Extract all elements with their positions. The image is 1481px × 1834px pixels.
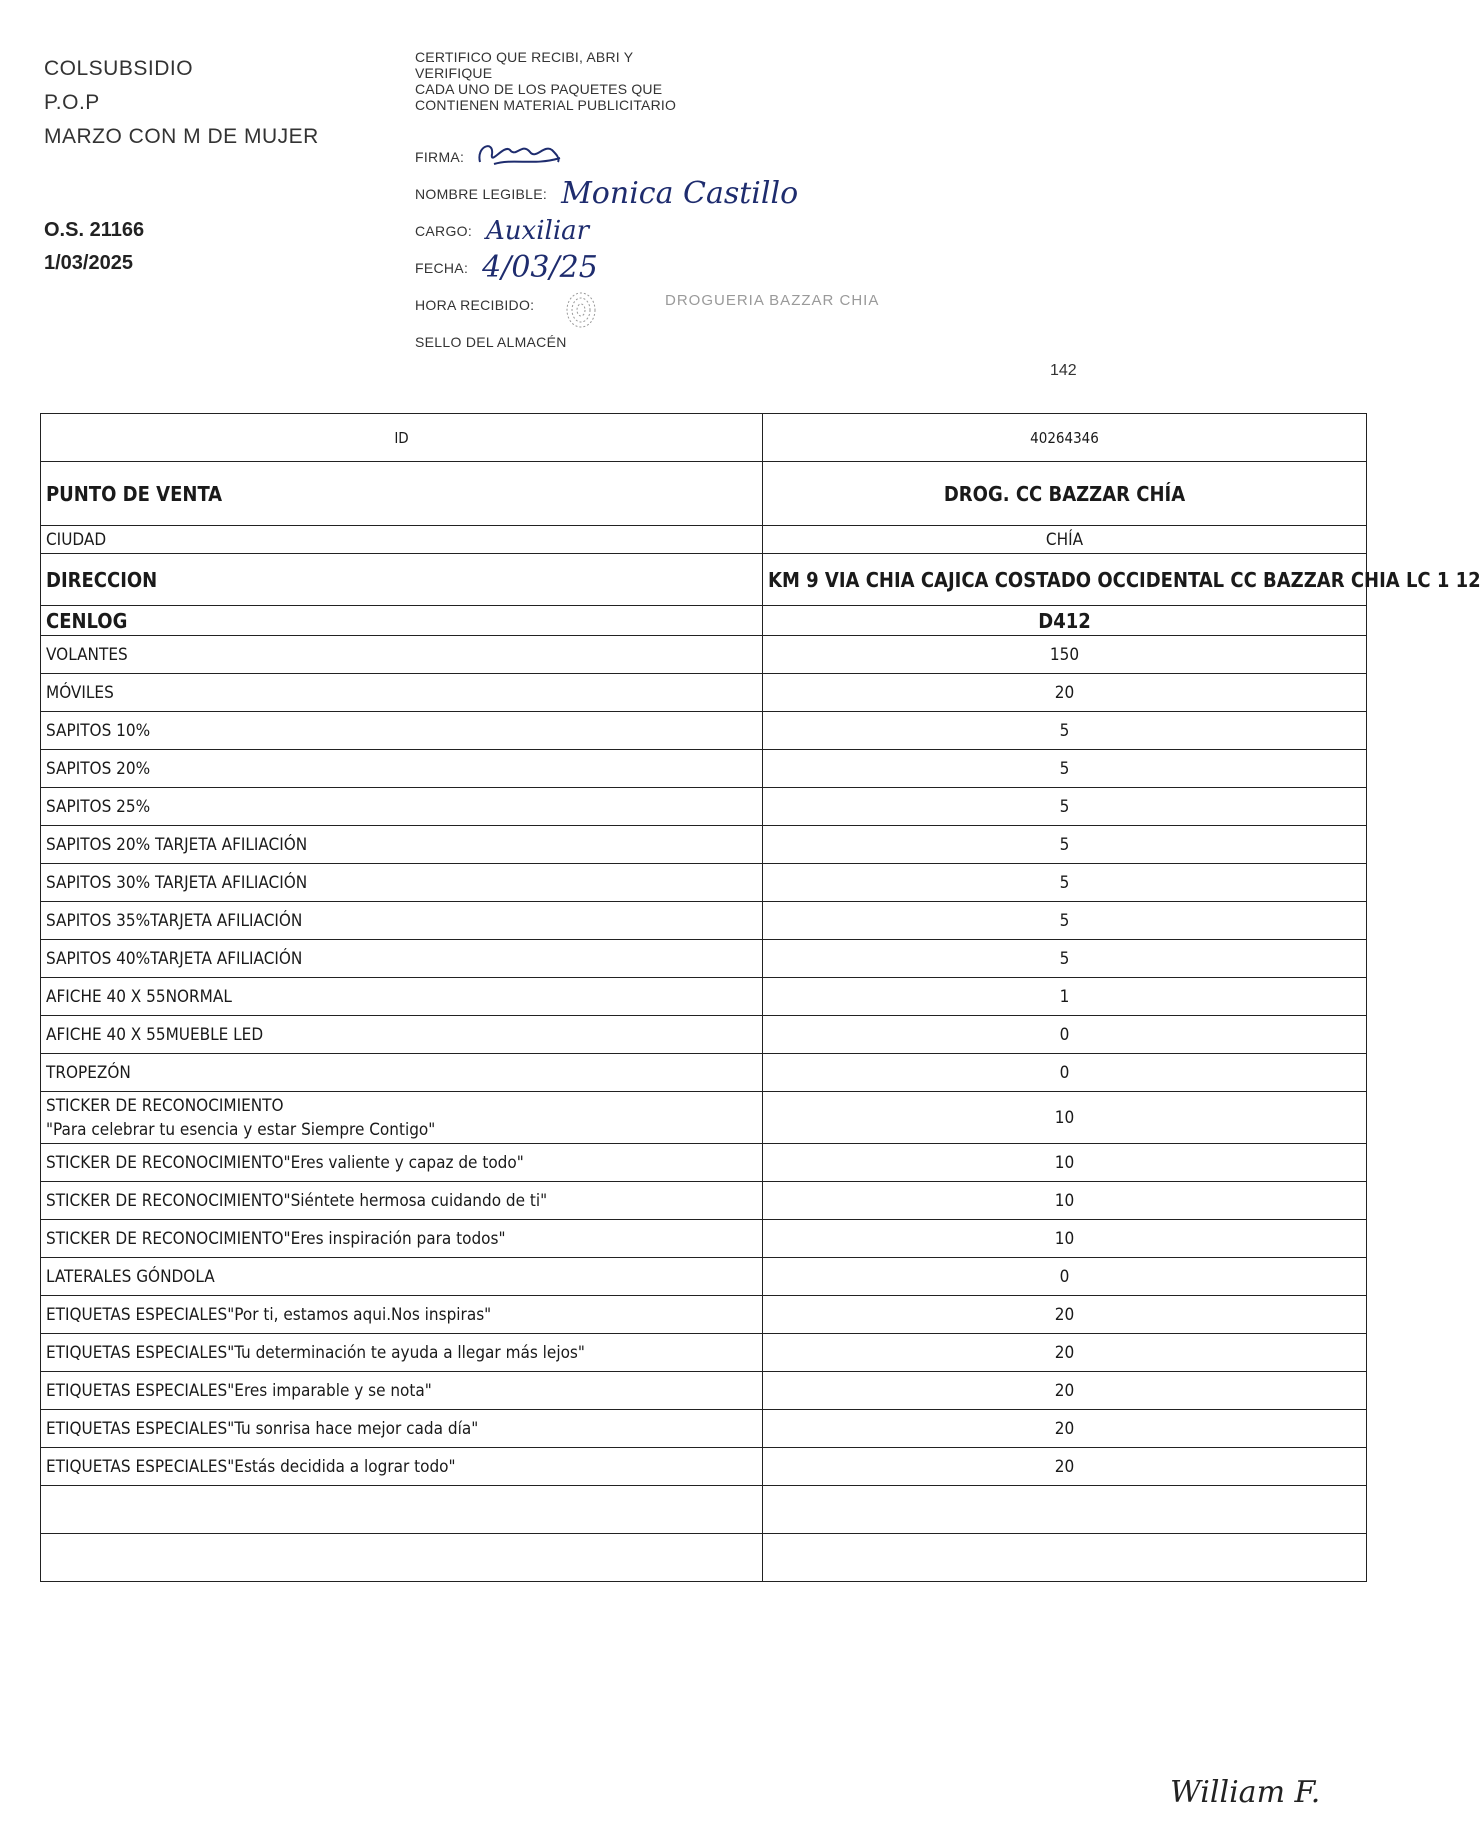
row-label — [41, 554, 763, 606]
cert-line: CADA UNO DE LOS PAQUETES QUE — [415, 81, 663, 97]
row-label-text: CIUDAD — [46, 529, 107, 550]
row-label-text: VOLANTES — [46, 644, 128, 665]
row-label-text: ETIQUETAS ESPECIALES"Por ti, estamos aqui.Nos inspiras" — [46, 1304, 492, 1325]
row-value-text: 20 — [1054, 1418, 1075, 1439]
row-label-text: SAPITOS 30% TARJETA AFILIACIÓN — [46, 872, 308, 893]
row-value-text: D412 — [1038, 608, 1091, 633]
row-value — [763, 750, 1367, 788]
cert-line: CONTIENEN MATERIAL PUBLICITARIO — [415, 97, 677, 113]
table-row — [41, 750, 1367, 788]
cargo-row — [415, 212, 798, 249]
signature-fields — [415, 138, 798, 360]
row-label-text: ETIQUETAS ESPECIALES"Eres imparable y se nota" — [46, 1380, 432, 1401]
fingerprint-icon — [563, 290, 599, 335]
row-value-text: 10 — [1054, 1228, 1075, 1249]
table-row — [41, 1182, 1367, 1220]
cert-line: CERTIFICO QUE RECIBI, ABRI Y — [415, 49, 634, 65]
table-row — [41, 1054, 1367, 1092]
row-label — [41, 788, 763, 826]
table-row — [41, 712, 1367, 750]
row-value — [763, 978, 1367, 1016]
table-row — [41, 462, 1367, 526]
row-value-text: CHÍA — [1045, 529, 1084, 550]
row-label — [41, 636, 763, 674]
row-label — [41, 1258, 763, 1296]
row-label-text: AFICHE 40 X 55MUEBLE LED — [46, 1024, 264, 1045]
row-value-text: 0 — [1059, 1024, 1070, 1045]
table-row — [41, 978, 1367, 1016]
row-value-text: 5 — [1059, 834, 1070, 855]
footer-signature: William F. — [1170, 1775, 1321, 1810]
row-label — [41, 1334, 763, 1372]
row-label — [41, 1410, 763, 1448]
row-value — [763, 864, 1367, 902]
row-label — [41, 978, 763, 1016]
row-label-text: SAPITOS 25% — [46, 796, 151, 817]
table-row — [41, 1144, 1367, 1182]
order-date: 1/03/2025 — [44, 252, 133, 274]
row-value-text: 5 — [1059, 948, 1070, 969]
row-value-text: 0 — [1059, 1062, 1070, 1083]
row-label-text: ETIQUETAS ESPECIALES"Estás decidida a lograr todo" — [46, 1456, 456, 1477]
table-row — [41, 1334, 1367, 1372]
row-value — [763, 1258, 1367, 1296]
row-label-text: LATERALES GÓNDOLA — [46, 1266, 215, 1287]
campaign-name: MARZO CON M DE MUJER — [44, 125, 319, 148]
cargo-value: Auxiliar — [486, 215, 590, 246]
row-label-text: AFICHE 40 X 55NORMAL — [46, 986, 232, 1007]
row-value — [763, 788, 1367, 826]
fecha-row — [415, 249, 798, 286]
row-label-text: SAPITOS 10% — [46, 720, 151, 741]
row-value — [763, 526, 1367, 554]
table-row — [41, 1372, 1367, 1410]
table-row — [41, 674, 1367, 712]
company-header — [44, 52, 319, 154]
row-label — [41, 674, 763, 712]
row-label — [41, 1182, 763, 1220]
row-value-text: 40264346 — [1030, 428, 1099, 447]
row-value — [763, 712, 1367, 750]
signature-scribble-icon — [474, 136, 564, 177]
table-row — [41, 636, 1367, 674]
row-label — [41, 902, 763, 940]
row-label-text: TROPEZÓN — [46, 1062, 131, 1083]
table-row — [41, 1486, 1367, 1534]
row-value — [763, 1448, 1367, 1486]
nombre-row — [415, 175, 798, 212]
table-row — [41, 788, 1367, 826]
row-value-text: 20 — [1054, 1456, 1075, 1477]
row-value — [763, 636, 1367, 674]
row-label — [41, 1144, 763, 1182]
row-value — [763, 1144, 1367, 1182]
fecha-value: 4/03/25 — [482, 250, 598, 285]
row-label-text: DIRECCION — [46, 567, 158, 592]
row-label — [41, 1092, 763, 1144]
table-row — [41, 902, 1367, 940]
row-label-text: ETIQUETAS ESPECIALES"Tu sonrisa hace mejor cada día" — [46, 1418, 479, 1439]
row-label-text: SAPITOS 20% TARJETA AFILIACIÓN — [46, 834, 308, 855]
row-value-text: 5 — [1059, 796, 1070, 817]
table-row — [41, 554, 1367, 606]
row-value-text: 10 — [1054, 1107, 1075, 1128]
row-value — [763, 940, 1367, 978]
row-value-text: 1 — [1059, 986, 1070, 1007]
material-table-body — [41, 414, 1481, 1582]
row-value — [763, 1016, 1367, 1054]
table-row — [41, 1448, 1367, 1486]
row-label-text: STICKER DE RECONOCIMIENTO"Siéntete hermosa cuidando de ti" — [46, 1190, 548, 1211]
row-value-text: 5 — [1059, 872, 1070, 893]
page-number: 142 — [1050, 362, 1077, 379]
material-table — [40, 413, 1481, 1582]
row-value-text: KM 9 VIA CHIA CAJICA COSTADO OCCIDENTAL CC BAZZAR CHIA LC 1 12 — [768, 567, 1481, 592]
row-value — [763, 1296, 1367, 1334]
row-value — [763, 1410, 1367, 1448]
row-label-text: CENLOG — [46, 608, 128, 633]
row-value — [763, 462, 1367, 526]
row-value-text: 5 — [1059, 910, 1070, 931]
table-row — [41, 940, 1367, 978]
table-row — [41, 1258, 1367, 1296]
row-value — [763, 1534, 1367, 1582]
firma-row — [415, 138, 798, 175]
table-row — [41, 1220, 1367, 1258]
row-label — [41, 1016, 763, 1054]
sello-label: SELLO DEL ALMACÉN — [415, 333, 567, 350]
row-value-text: 5 — [1059, 758, 1070, 779]
table-row — [41, 1016, 1367, 1054]
row-label-text: SAPITOS 40%TARJETA AFILIACIÓN — [46, 948, 303, 969]
row-value — [763, 1486, 1367, 1534]
table-row — [41, 1092, 1367, 1144]
table-row — [41, 526, 1367, 554]
row-value-text: 150 — [1049, 644, 1080, 665]
row-label-text: SAPITOS 20% — [46, 758, 151, 779]
row-label — [41, 1534, 763, 1582]
row-value-text: 20 — [1054, 1304, 1075, 1325]
row-value-text: 20 — [1054, 682, 1075, 703]
row-label — [41, 526, 763, 554]
row-label-text: MÓVILES — [46, 682, 114, 703]
row-label-text: ID — [394, 428, 409, 447]
row-value — [763, 414, 1367, 462]
row-label — [41, 1220, 763, 1258]
row-value — [763, 674, 1367, 712]
row-label — [41, 1372, 763, 1410]
row-value — [763, 606, 1367, 636]
row-label — [41, 826, 763, 864]
row-label — [41, 462, 763, 526]
store-stamp: DROGUERIA BAZZAR CHIA — [665, 292, 880, 309]
row-value-text: 10 — [1054, 1152, 1075, 1173]
row-value — [763, 1372, 1367, 1410]
nombre-value: Monica Castillo — [561, 176, 799, 211]
row-label-text-line2: "Para celebrar tu esencia y estar Siempre Contigo" — [46, 1119, 436, 1140]
row-label — [41, 1296, 763, 1334]
sello-row — [415, 323, 798, 360]
row-value-text: 10 — [1054, 1190, 1075, 1211]
row-value — [763, 1092, 1367, 1144]
row-value — [763, 554, 1481, 606]
row-label-text: STICKER DE RECONOCIMIENTO"Eres inspiración para todos" — [46, 1228, 506, 1249]
cert-line: VERIFIQUE — [415, 65, 493, 81]
row-value — [763, 826, 1367, 864]
table-row — [41, 1534, 1367, 1582]
row-value-text: 5 — [1059, 720, 1070, 741]
table-row — [41, 414, 1367, 462]
certification-text — [415, 49, 775, 113]
row-value — [763, 1334, 1367, 1372]
row-value-text: DROG. CC BAZZAR CHÍA — [943, 481, 1186, 506]
row-value-text: 20 — [1054, 1380, 1075, 1401]
row-value — [763, 1182, 1367, 1220]
nombre-label: NOMBRE LEGIBLE: — [415, 185, 548, 202]
order-number: O.S. 21166 — [44, 219, 145, 241]
row-label — [41, 1054, 763, 1092]
cargo-label: CARGO: — [415, 222, 473, 239]
row-label — [41, 864, 763, 902]
row-value — [763, 902, 1367, 940]
company-name: COLSUBSIDIO — [44, 57, 194, 80]
row-label — [41, 1448, 763, 1486]
table-row — [41, 864, 1367, 902]
order-block — [44, 214, 144, 280]
table-row — [41, 1296, 1367, 1334]
firma-label: FIRMA: — [415, 148, 465, 165]
row-label — [41, 712, 763, 750]
hora-label: HORA RECIBIDO: — [415, 296, 535, 313]
row-label-text: ETIQUETAS ESPECIALES"Tu determinación te ayuda a llegar más lejos" — [46, 1342, 585, 1363]
row-label — [41, 606, 763, 636]
fecha-label: FECHA: — [415, 259, 469, 276]
row-value — [763, 1054, 1367, 1092]
row-label-text: PUNTO DE VENTA — [46, 481, 223, 506]
row-label-text: STICKER DE RECONOCIMIENTO — [46, 1095, 284, 1116]
row-label — [41, 1486, 763, 1534]
row-label-text: SAPITOS 35%TARJETA AFILIACIÓN — [46, 910, 303, 931]
row-value-text: 20 — [1054, 1342, 1075, 1363]
row-label — [41, 940, 763, 978]
table-row — [41, 1410, 1367, 1448]
row-label — [41, 414, 763, 462]
row-label — [41, 750, 763, 788]
department-name: P.O.P — [44, 91, 100, 114]
row-value — [763, 1220, 1367, 1258]
row-value-text: 0 — [1059, 1266, 1070, 1287]
table-row — [41, 606, 1367, 636]
row-label-text: STICKER DE RECONOCIMIENTO"Eres valiente y capaz de todo" — [46, 1152, 524, 1173]
table-row — [41, 826, 1367, 864]
